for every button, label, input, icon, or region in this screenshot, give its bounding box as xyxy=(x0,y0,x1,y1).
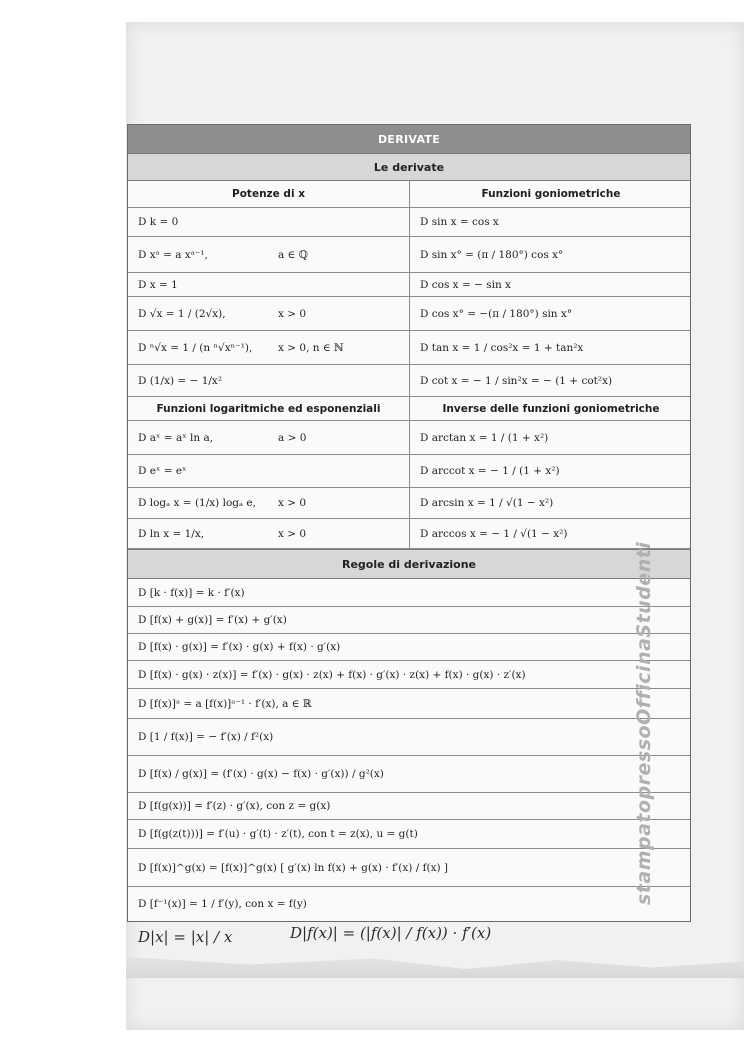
rule-row xyxy=(128,756,690,793)
section1-heading-row xyxy=(128,181,690,208)
rule-formula: D [f(x) + g(x)] = f′(x) + g′(x) xyxy=(138,614,287,626)
table-row xyxy=(128,297,690,331)
rule-formula: D [f(g(x))] = f′(z) · g′(x), con z = g(x) xyxy=(138,800,331,812)
formula-cell: D xᵃ = a xᵃ⁻¹, a ∈ ℚ xyxy=(128,237,410,272)
formula-cell: D √x = 1 / (2√x), x > 0 xyxy=(128,297,410,330)
formula-cell: D x = 1 xyxy=(128,273,410,296)
rule-row xyxy=(128,887,690,921)
table-row xyxy=(128,421,690,455)
rule-row xyxy=(128,793,690,820)
rule-formula: D [f(x) · g(x) · z(x)] = f′(x) · g(x) · z(x) + f(x) · g′(x) · z(x) + f(x) · g(x) · z′(x) xyxy=(138,668,526,681)
rule-formula: D [f(x)]ᵃ = a [f(x)]ᵃ⁻¹ · f′(x), a ∈ ℝ xyxy=(138,697,312,710)
table-subtitle: Le derivate xyxy=(128,153,690,181)
rule-formula: D [f(g(z(t)))] = f′(u) · g′(t) · z′(t), con t = z(x), u = g(t) xyxy=(138,828,418,840)
formula-cell: D arctan x = 1 / (1 + x²) xyxy=(420,431,549,444)
formula-cell: D sin x = cos x xyxy=(420,216,499,228)
formula-cell: D cot x = − 1 / sin²x = − (1 + cot²x) xyxy=(420,374,613,387)
formula-cell: D cos x° = −(π / 180°) sin x° xyxy=(420,307,573,320)
rule-row xyxy=(128,634,690,661)
formula-cell: D sin x° = (π / 180°) cos x° xyxy=(420,248,564,261)
formula-cell: D arcsin x = 1 / √(1 − x²) xyxy=(420,497,554,509)
formula-cell: D tan x = 1 / cos²x = 1 + tan²x xyxy=(420,341,584,354)
handwritten-note-abs-f: D|f(x)| = (|f(x)| / f(x)) · f′(x) xyxy=(290,924,492,942)
rule-row xyxy=(128,607,690,634)
formula-cell: D arccos x = − 1 / √(1 − x²) xyxy=(420,527,568,540)
rule-row xyxy=(128,719,690,756)
table-row xyxy=(128,208,690,237)
table-row xyxy=(128,365,690,397)
rule-row xyxy=(128,849,690,887)
section2-heading-row xyxy=(128,397,690,421)
handwritten-note-abs: D|x| = |x| / x xyxy=(138,928,233,946)
rule-row xyxy=(128,579,690,607)
table-row xyxy=(128,519,690,549)
rule-formula: D [k · f(x)] = k · f′(x) xyxy=(138,586,245,599)
rule-formula: D [f⁻¹(x)] = 1 / f′(y), con x = f(y) xyxy=(138,898,307,910)
inverse-trig-heading: Inverse delle funzioni goniometriche xyxy=(442,402,660,415)
rule-row xyxy=(128,689,690,719)
formula-cell: D k = 0 xyxy=(128,208,410,236)
rule-formula: D [1 / f(x)] = − f′(x) / f²(x) xyxy=(138,731,274,743)
watermark-text: stampatopressoOfficinaStudenti xyxy=(633,541,655,905)
formula-cell: D eˣ = eˣ xyxy=(128,455,410,487)
formula-cell: D ⁿ√x = 1 / (n ⁿ√xⁿ⁻¹), x > 0, n ∈ ℕ xyxy=(128,331,410,364)
formula-cell: D ln x = 1/x, x > 0 xyxy=(128,519,410,548)
rules-heading: Regole di derivazione xyxy=(128,549,690,579)
derivatives-table xyxy=(127,124,691,922)
formula-cell: D cos x = − sin x xyxy=(420,278,511,291)
powers-heading: Potenze di x xyxy=(128,181,410,207)
trig-heading: Funzioni goniometriche xyxy=(481,188,621,200)
table-title: DERIVATE xyxy=(128,125,690,153)
formula-cell: D arccot x = − 1 / (1 + x²) xyxy=(420,465,560,477)
rule-formula: D [f(x) / g(x)] = (f′(x) · g(x) − f(x) · g′(x)) / g²(x) xyxy=(138,768,384,780)
formula-cell: D logₐ x = (1/x) logₐ e, x > 0 xyxy=(128,488,410,518)
rule-formula: D [f(x)]^g(x) = [f(x)]^g(x) [ g′(x) ln f(x) + g(x) · f′(x) / f(x) ] xyxy=(138,861,449,874)
table-row xyxy=(128,331,690,365)
rule-row xyxy=(128,661,690,689)
table-row xyxy=(128,455,690,488)
table-row xyxy=(128,237,690,273)
log-exp-heading: Funzioni logaritmiche ed esponenziali xyxy=(128,397,410,420)
formula-cell: D aˣ = aˣ ln a, a > 0 xyxy=(128,421,410,454)
table-row xyxy=(128,488,690,519)
rule-row xyxy=(128,820,690,849)
table-row xyxy=(128,273,690,297)
rule-formula: D [f(x) · g(x)] = f′(x) · g(x) + f(x) · g′(x) xyxy=(138,641,341,653)
formula-cell: D (1/x) = − 1/x² xyxy=(128,365,410,396)
